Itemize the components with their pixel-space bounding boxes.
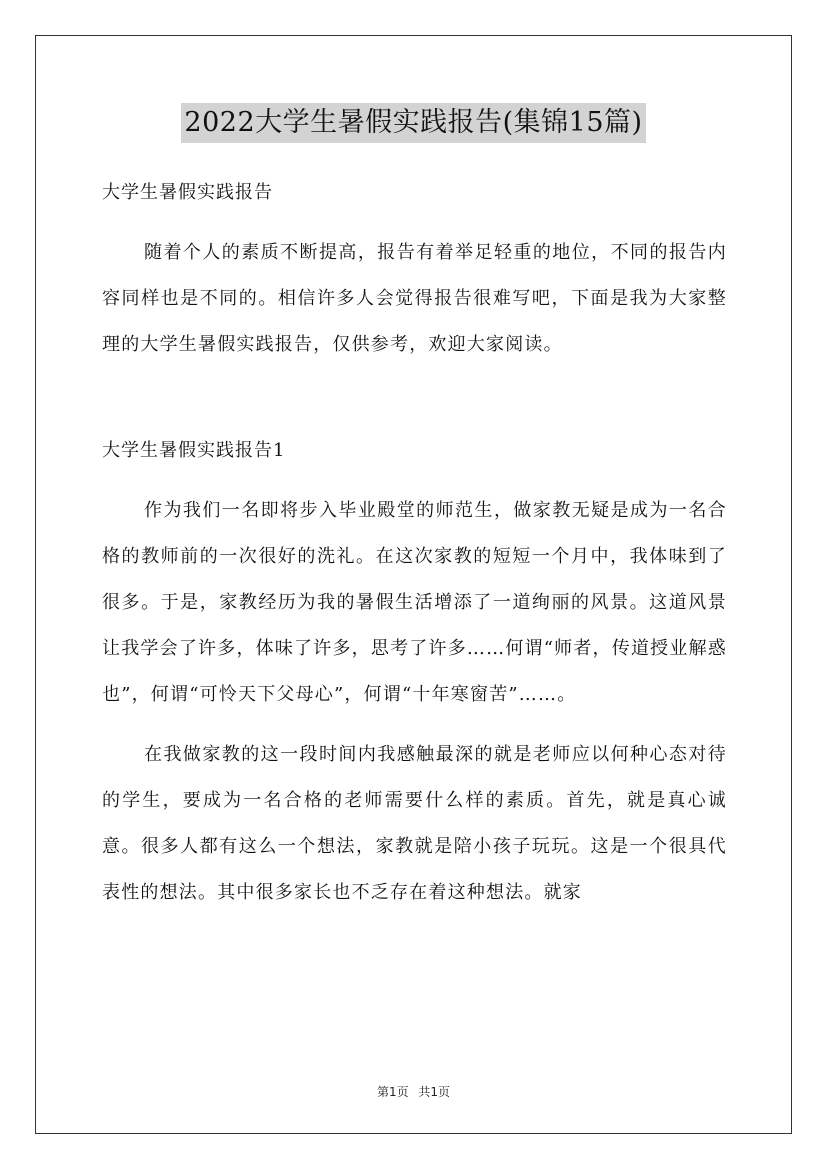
title-container [0,103,827,143]
page-total: 共1页 [418,1085,451,1099]
page-number: 第1页 [376,1085,409,1099]
section-heading: 大学生暑假实践报告 [102,182,273,203]
report1-paragraph-1: 作为我们一名即将步入毕业殿堂的师范生，做家教无疑是成为一名合格的教师前的一次很好的洗礼。在这次家教的短短一个月中，我体味到了很多。于是，家教经历为我的暑假生活增添了一道绚丽的风景。这道风景让我学会了许多，体味了许多，思考了许多……何谓“师者，传道授业解惑也”，何谓“可怜天下父母心”，何谓“十年寒窗苦”……。 [102,500,727,705]
document-title: 2022大学生暑假实践报告(集锦15篇) [181,103,645,143]
report1-paragraph-2: 在我做家教的这一段时间内我感触最深的就是老师应以何种心态对待的学生，要成为一名合格的老师需要什么样的素质。首先，就是真心诚意。很多人都有这么一个想法，家教就是陪小孩子玩玩。这是一个很具代表性的想法。其中很多家长也不乏存在着这种想法。就家 [102,744,727,903]
report1-heading: 大学生暑假实践报告1 [102,440,286,461]
page-footer [0,1083,827,1100]
intro-paragraph: 随着个人的素质不断提高，报告有着举足轻重的地位，不同的报告内容同样也是不同的。相信许多人会觉得报告很难写吧，下面是我为大家整理的大学生暑假实践报告，仅供参考，欢迎大家阅读。 [102,242,727,355]
document-body [102,170,727,916]
